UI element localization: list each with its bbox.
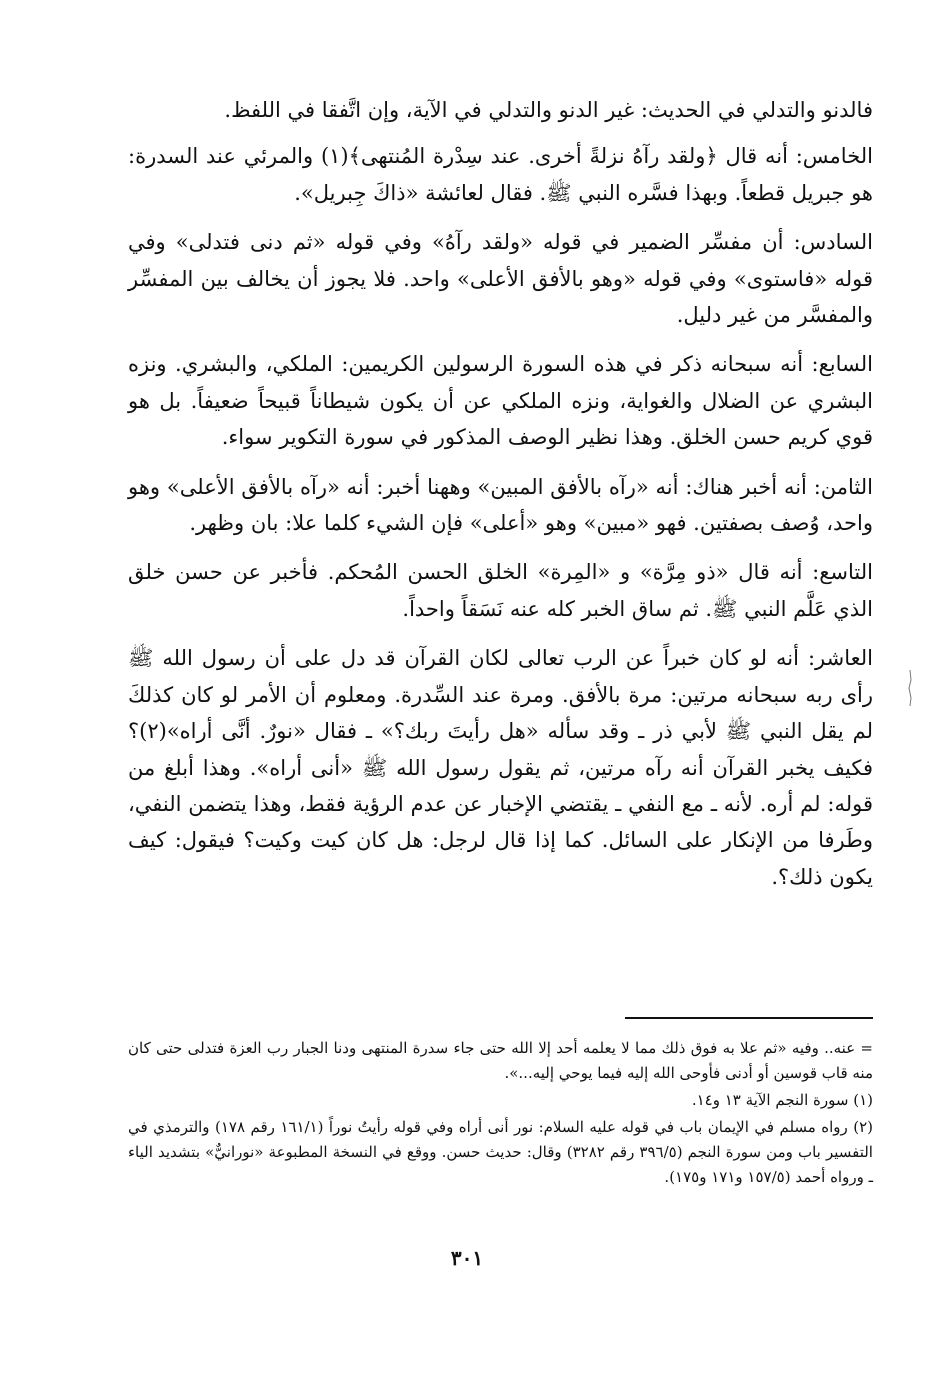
- footnote-continued: = عنه.. وفيه «ثم علا به فوق ذلك مما لا يعلمه أحد إلا الله حتى جاء سدرة المنتهى ودنا الجبار رب العزة فتدلى حتى كان منه قاب قوسين أو أدنى فأوحى الله إليه فيما يوحي إليه...».: [128, 1039, 873, 1082]
- footnote-separator: [625, 1017, 873, 1019]
- footnotes: [128, 1036, 873, 1192]
- paragraph-ninth: التاسع: أنه قال «ذو مِرَّة» و «المِرة» الخلق الحسن المُحكم. فأخبر عن حسن خلق الذي عَلَّم النبي ﷺ. ثم ساق الخبر كله عنه نَسَقاً واحداً.: [128, 560, 873, 621]
- main-text: [128, 92, 873, 908]
- paragraph-fifth: الخامس: أنه قال ﴿ولقد رآهُ نزلةً أخرى. عند سِدْرة المُنتهى﴾(١) والمرئي عند السدرة: هو جبريل قطعاً. وبهذا فسَّره النبي ﷺ. فقال لعائشة «ذاكَ جِبريل».: [128, 144, 873, 205]
- footnote-2: (٢) رواه مسلم في الإيمان باب في قوله عليه السلام: نور أنى أراه وفي قوله رأيتُ نوراً (١٦١/١ رقم ١٧٨) والترمذي في التفسير باب ومن سورة النجم (٣٩٦/٥ رقم ٣٢٨٢) وقال: حديث حسن. ووقع في النسخة المطبوعة «نورانيٌّ» بتشديد الياء ـ ورواه أحمد (١٥٧/٥ و١٧١ و١٧٥).: [128, 1118, 874, 1186]
- paragraph-sixth: السادس: أن مفسِّر الضمير في قوله «ولقد رآهُ» وفي قوله «ثم دنى فتدلى» وفي قوله «فاستوى» وفي قوله «وهو بالأفق الأعلى» واحد. فلا يجوز أن يخالف بين المفسِّر والمفسَّر من غير دليل.: [128, 230, 873, 328]
- paragraph-intro: فالدنو والتدلي في الحديث: غير الدنو والتدلي في الآية، وإن اتَّفقا في اللفظ.: [224, 98, 873, 122]
- margin-scan-mark: [905, 668, 915, 708]
- page-number: ٣٠١: [450, 1246, 484, 1270]
- paragraph-seventh: السابع: أنه سبحانه ذكر في هذه السورة الرسولين الكريمين: الملكي، والبشري. ونزه البشري عن الضلال والغواية، ونزه الملكي عن أن يكون شيطاناً قبيحاً ضعيفاً. بل هو قوي كريم حسن الخلق. وهذا نظير الوصف المذكور في سورة التكوير سواء.: [128, 352, 873, 450]
- footnote-1: (١) سورة النجم الآية ١٣ و١٤.: [691, 1091, 873, 1109]
- paragraph-tenth: العاشر: أنه لو كان خبراً عن الرب تعالى لكان القرآن قد دل على أن رسول الله ﷺ رأى ربه سبحانه مرتين: مرة بالأفق. ومرة عند السِّدرة. ومعلوم أن الأمر لو كان كذلكَ لم يقل النبي ﷺ لأبي ذر ـ وقد سأله «هل رأيتَ ربك؟» ـ فقال «نورٌ. أنَّى أراه»(٢)؟ فكيف يخبر القرآن أنه رآه مرتين، ثم يقول رسول الله ﷺ «أنى أراه». وهذا أبلغ من قوله: لم أره. لأنه ـ مع النفي ـ يقتضي الإخبار عن عدم الرؤية فقط، وهذا يتضمن النفي، وطَرفا من الإنكار على السائل. كما إذا قال لرجل: هل كان كيت وكيت؟ فيقول: كيف يكون ذلك؟.: [128, 646, 873, 889]
- paragraph-eighth: الثامن: أنه أخبر هناك: أنه «رآه بالأفق المبين» وههنا أخبر: أنه «رآه بالأفق الأعلى» وهو واحد، وُصف بصفتين. فهو «مبين» وهو «أعلى» فإن الشيء كلما علا: بان وظهر.: [128, 474, 873, 536]
